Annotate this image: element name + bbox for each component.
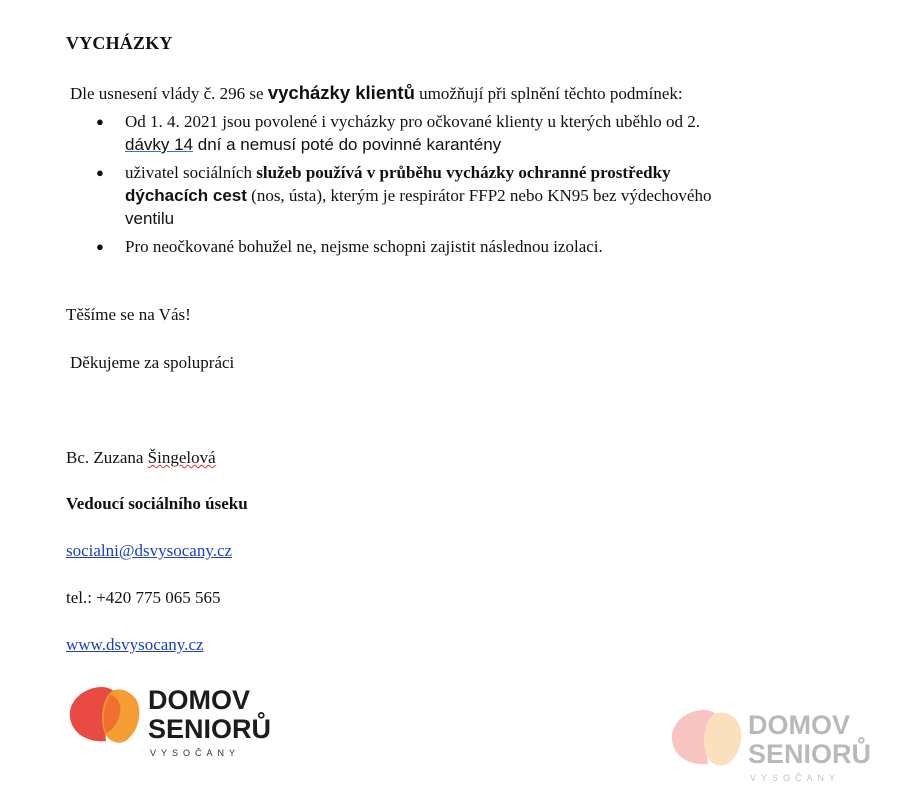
intro-suffix: umožňují při splnění těchto podmínek: (414, 84, 683, 103)
conditions-list (92, 110, 832, 263)
bullet3-line1: Pro neočkované bohužel ne, nejsme schopni zajistit následnou izolaci. (125, 237, 603, 256)
signature-role: Vedoucí sociálního úseku (66, 494, 248, 513)
logo-graphic (66, 683, 286, 763)
bullet2-line3: ventilu (125, 209, 175, 228)
bullet-dot-icon: ● (96, 114, 104, 129)
intro-bold: vycházky klientů (267, 82, 415, 103)
bullet1-underlined: dávky 14 (125, 135, 194, 154)
thanks: Děkujeme za spolupráci (70, 353, 235, 372)
bullet-dot-icon: ● (96, 165, 104, 180)
logo-word-senioru: SENIORŮ (148, 714, 272, 744)
list-item (92, 161, 832, 230)
bullet1-line2: dní a nemusí poté do povinné karantény (193, 135, 502, 154)
domov-senioru-logo (66, 683, 286, 763)
signature-name-prefix: Bc. Zuzana (66, 448, 148, 467)
bullet2-bold1: služeb používá v průběhu vycházky ochranné prostředky (256, 163, 671, 182)
bullet2-prefix: uživatel sociálních (125, 163, 257, 182)
watermark-word-domov: DOMOV (748, 710, 851, 740)
list-item (92, 235, 832, 258)
logo-word-vysocany: VYSOČANY (150, 748, 241, 758)
greeting: Těšíme se na Vás! (66, 305, 191, 324)
bullet2-line2: (nos, ústa), kterým je respirátor FFP2 nebo KN95 bez výdechového (246, 186, 712, 205)
watermark-graphic (668, 706, 888, 786)
page-title: VYCHÁZKY (66, 33, 173, 53)
logo-word-domov: DOMOV (148, 685, 251, 715)
bullet1-line1: Od 1. 4. 2021 jsou povolené i vycházky pro očkované klienty u kterých uběhlo od 2. (125, 112, 701, 131)
watermark-word-vysocany: VYSOČANY (750, 773, 841, 783)
signature-name (66, 448, 216, 468)
bullet-dot-icon: ● (96, 239, 104, 254)
bullet2-bold2: dýchacích cest (125, 186, 247, 205)
phone-number: tel.: +420 775 065 565 (66, 588, 221, 607)
email-link[interactable]: socialni@dsvysocany.cz (66, 541, 233, 560)
watermark-word-senioru: SENIORŮ (748, 739, 872, 769)
intro-prefix: Dle usnesení vlády č. 296 se (70, 84, 268, 103)
domov-senioru-watermark (668, 706, 888, 786)
intro-paragraph (70, 82, 683, 104)
list-item (92, 110, 832, 156)
watermark-heart-right-icon (704, 712, 741, 765)
signature-surname: Šingelová (147, 448, 216, 467)
website-link[interactable]: www.dsvysocany.cz (66, 635, 204, 654)
